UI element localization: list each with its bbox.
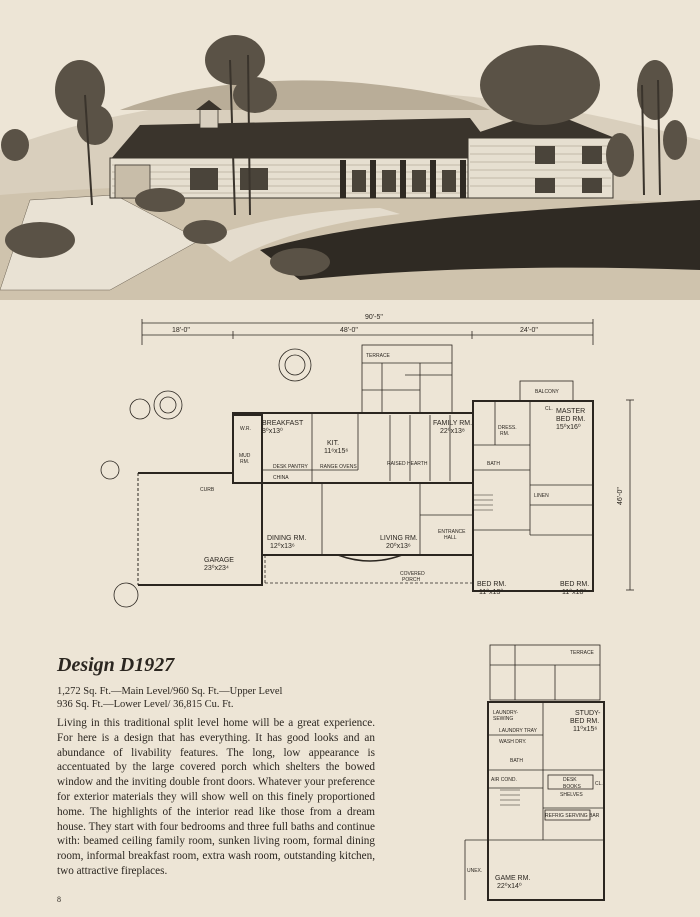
label-laundry-tray: LAUNDRY TRAY <box>499 728 537 734</box>
label-garage-size: 23⁰x23⁴ <box>204 565 229 572</box>
label-master-size: 15⁰x16⁰ <box>556 424 581 431</box>
label-living-size: 20⁰x13⁶ <box>386 543 411 550</box>
label-desk: DESK <box>563 777 577 783</box>
house-exterior-illustration <box>0 0 700 300</box>
label-family-size: 22⁰x13⁸ <box>440 428 465 435</box>
label-terrace: TERRACE <box>366 353 390 359</box>
label-lower-bath: BATH <box>510 758 523 764</box>
label-air-cond: AIR COND. <box>491 777 517 783</box>
label-bed-1-size: 11⁰x13⁰ <box>479 589 504 596</box>
design-title: Design D1927 <box>57 654 175 676</box>
dim-middle: 48'-0" <box>340 327 358 334</box>
label-balcony: BALCONY <box>535 389 559 395</box>
label-mud-rm: RM. <box>240 459 250 465</box>
label-dining: DINING RM. <box>267 535 307 542</box>
label-garage: GARAGE <box>204 557 234 564</box>
label-lower-closet: CL. <box>595 781 603 787</box>
label-study: STUDY- <box>575 710 601 717</box>
design-stats <box>57 685 282 711</box>
label-shelves: SHELVES <box>560 792 583 798</box>
label-breakfast-size: 8⁰x13⁰ <box>262 428 283 435</box>
label-bed-1: BED RM. <box>477 581 507 588</box>
label-breakfast: BREAKFAST <box>262 420 304 427</box>
dim-left: 18'-0" <box>172 327 190 334</box>
label-linen: LINEN <box>534 493 549 499</box>
label-lower-terrace: TERRACE <box>570 650 594 656</box>
dim-depth: 46'-0" <box>617 487 624 505</box>
label-study-size: 11⁰x15⁶ <box>573 726 598 733</box>
label-laundry: LAUNDRY- <box>493 710 519 716</box>
lower-level-floor-plan <box>455 640 640 910</box>
dim-right: 24'-0" <box>520 327 538 334</box>
label-range-ovens: RANGE OVENS <box>320 464 357 470</box>
design-description: Living in this traditional split level home will be a great experience. For here is a design that has everything. It has good looks and an abundance of livability features. The long, low appearance is accentuated by the large covered porch which shelters the bowed window and the inviting double front doors. Whatever your preference for exterior materials they will show well on this finely proportioned home. The highlights of the interior read like those from a dream house. They start with four bedrooms and three full baths and continue with: beamed ceiling family room, sunken living room, formal dining room, informal breakfast room, extra wash room, outstanding kitchen, two attractive fireplaces. <box>57 717 375 877</box>
label-mud: MUD <box>239 453 251 459</box>
label-covered-porch: COVERED <box>400 571 425 577</box>
label-bed-2: BED RM. <box>560 581 590 588</box>
label-books: BOOKS <box>563 784 581 790</box>
label-family-room: FAMILY RM. <box>433 420 473 427</box>
label-master-bed: BED RM. <box>556 416 586 423</box>
label-desk-pantry: DESK PANTRY <box>273 464 308 470</box>
label-entrance-hall: HALL <box>444 535 457 541</box>
page-number: 8 <box>57 895 61 904</box>
label-kitchen: KIT. <box>327 440 340 447</box>
label-closet: CL. <box>545 406 553 412</box>
label-china: CHINA <box>273 475 289 481</box>
label-game-room: GAME RM. <box>495 875 531 882</box>
dim-overall: 90'-5" <box>365 314 383 321</box>
label-living: LIVING RM. <box>380 535 418 542</box>
label-dress-rm: RM. <box>500 431 510 437</box>
label-wash-dry: WASH DRY. <box>499 739 527 745</box>
label-bed-2-size: 11⁰x18⁰ <box>562 589 587 596</box>
label-refrig-serving-bar: REFRIG SERVING BAR <box>545 813 600 819</box>
label-sewing: SEWING <box>493 716 514 722</box>
label-covered-porch-2: PORCH <box>402 577 421 583</box>
label-raised-hearth: RAISED HEARTH <box>387 461 428 467</box>
main-level-floor-plan <box>90 305 650 620</box>
label-study-bed: BED RM. <box>570 718 600 725</box>
label-entrance: ENTRANCE <box>438 529 466 535</box>
label-bath: BATH <box>487 461 500 467</box>
label-dress: DRESS. <box>498 425 517 431</box>
label-kitchen-size: 11⁶x15⁶ <box>324 448 349 455</box>
label-dining-size: 12⁰x13⁶ <box>270 543 295 550</box>
label-curb: CURB <box>200 487 215 493</box>
label-wr: W.R. <box>240 426 251 432</box>
label-master: MASTER <box>556 408 586 415</box>
label-unex: UNEX. <box>467 868 483 874</box>
label-game-size: 22⁰x14⁰ <box>497 883 522 890</box>
stats-line-1: 1,272 Sq. Ft.—Main Level/960 Sq. Ft.—Upper Level <box>57 686 283 697</box>
stats-line-2: 936 Sq. Ft.—Lower Level/ 36,815 Cu. Ft. <box>57 699 234 710</box>
